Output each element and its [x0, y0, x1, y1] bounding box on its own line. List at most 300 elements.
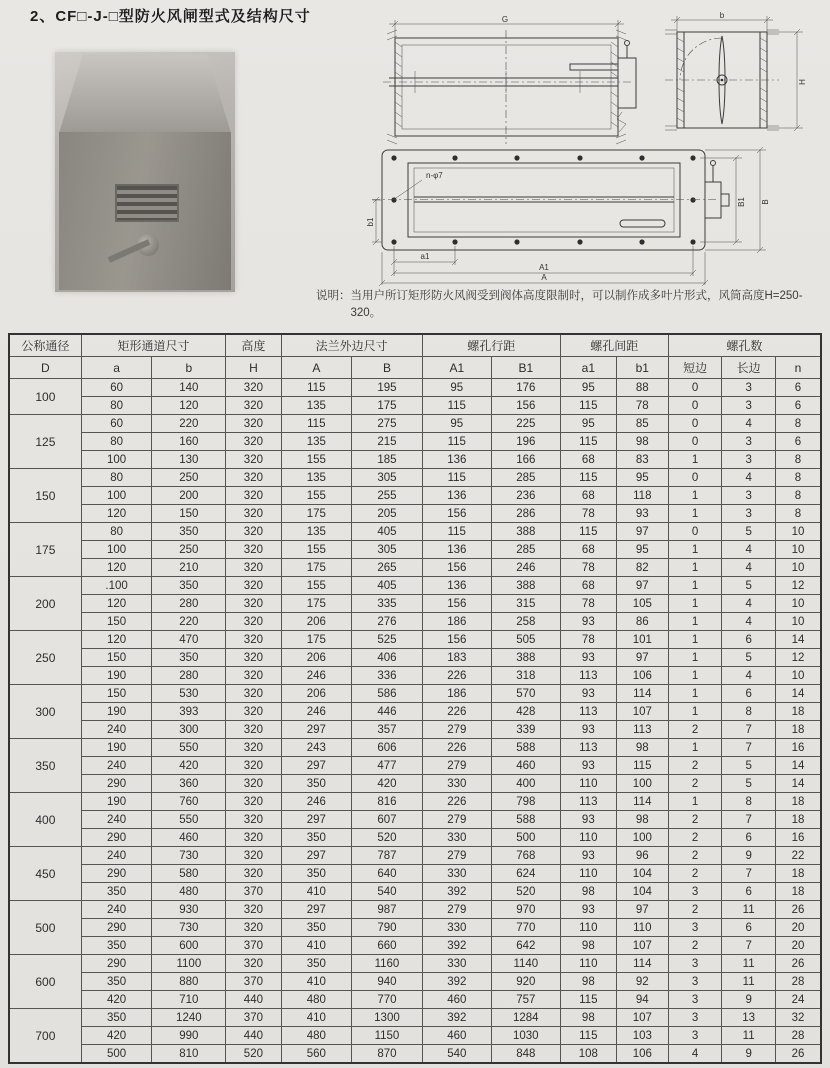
table-cell: 730: [152, 847, 226, 865]
diameter-cell: 300: [9, 685, 81, 739]
table-cell: 2: [668, 721, 722, 739]
table-cell: 156: [422, 631, 491, 649]
table-cell: 226: [422, 703, 491, 721]
table-row: [9, 397, 821, 415]
table-cell: 286: [491, 505, 560, 523]
table-cell: 110: [560, 955, 616, 973]
table-cell: 290: [81, 829, 152, 847]
table-cell: 339: [491, 721, 560, 739]
header-nominal-diameter: 公称通径: [9, 334, 81, 357]
table-row: [9, 721, 821, 739]
table-cell: 103: [616, 1027, 668, 1045]
table-cell: 115: [560, 1027, 616, 1045]
table-cell: 642: [491, 937, 560, 955]
table-row: [9, 523, 821, 541]
table-cell: 3: [668, 991, 722, 1009]
table-cell: 22: [775, 847, 821, 865]
table-cell: 350: [152, 577, 226, 595]
table-cell: 8: [722, 793, 776, 811]
table-row: [9, 775, 821, 793]
table-cell: 1: [668, 487, 722, 505]
table-cell: 14: [775, 685, 821, 703]
table-cell: 297: [281, 757, 352, 775]
table-cell: 1: [668, 595, 722, 613]
table-cell: 97: [616, 901, 668, 919]
table-cell: 530: [152, 685, 226, 703]
table-cell: 350: [152, 523, 226, 541]
table-cell: 320: [226, 379, 281, 397]
table-cell: 320: [226, 523, 281, 541]
table-cell: 10: [775, 523, 821, 541]
table-cell: 110: [560, 919, 616, 937]
table-cell: 120: [81, 505, 152, 523]
table-cell: 970: [491, 901, 560, 919]
side-section-drawing: [375, 14, 640, 146]
table-cell: 320: [226, 847, 281, 865]
table-cell: 350: [281, 775, 352, 793]
table-cell: 305: [352, 541, 423, 559]
table-cell: 446: [352, 703, 423, 721]
table-cell: 20: [775, 919, 821, 937]
table-cell: 166: [491, 451, 560, 469]
table-cell: 2: [668, 865, 722, 883]
table-row: [9, 1027, 821, 1045]
table-cell: 350: [281, 865, 352, 883]
table-cell: 1: [668, 613, 722, 631]
table-cell: 60: [81, 379, 152, 397]
table-cell: 320: [226, 433, 281, 451]
table-cell: 136: [422, 541, 491, 559]
dim-label-b: b: [719, 11, 725, 20]
hole-count-label: n-φ7: [426, 171, 443, 180]
table-cell: 150: [152, 505, 226, 523]
table-cell: 78: [560, 505, 616, 523]
table-cell: 8: [775, 487, 821, 505]
table-cell: 460: [422, 1027, 491, 1045]
table-cell: 155: [281, 451, 352, 469]
table-cell: 588: [491, 811, 560, 829]
table-cell: 3: [668, 883, 722, 901]
table-cell: 80: [81, 523, 152, 541]
note-label: 说明：: [316, 290, 351, 302]
dim-label-H: H: [798, 79, 807, 85]
table-cell: 586: [352, 685, 423, 703]
table-cell: 130: [152, 451, 226, 469]
table-cell: 24: [775, 991, 821, 1009]
table-cell: 186: [422, 685, 491, 703]
table-cell: 10: [775, 613, 821, 631]
table-cell: 6: [775, 379, 821, 397]
table-cell: 113: [560, 793, 616, 811]
note: [316, 288, 828, 321]
table-cell: 68: [560, 451, 616, 469]
table-cell: 115: [281, 379, 352, 397]
table-cell: 350: [81, 1009, 152, 1027]
table-row: [9, 667, 821, 685]
table-cell: 95: [616, 469, 668, 487]
table-row: [9, 757, 821, 775]
table-body: [9, 379, 821, 1064]
table-cell: 370: [226, 973, 281, 991]
table-cell: 115: [560, 991, 616, 1009]
table-cell: 330: [422, 829, 491, 847]
table-cell: 6: [722, 829, 776, 847]
table-row: [9, 631, 821, 649]
diameter-cell: 250: [9, 631, 81, 685]
table-cell: 100: [81, 451, 152, 469]
table-cell: 206: [281, 685, 352, 703]
table-cell: 275: [352, 415, 423, 433]
table-cell: 140: [152, 379, 226, 397]
subheader-short-edge: 短边: [668, 357, 722, 379]
table-cell: 4: [722, 667, 776, 685]
table-cell: 392: [422, 883, 491, 901]
table-cell: 3: [722, 487, 776, 505]
table-cell: 290: [81, 955, 152, 973]
table-cell: 320: [226, 577, 281, 595]
table-cell: 810: [152, 1045, 226, 1064]
table-cell: 770: [352, 991, 423, 1009]
table-cell: 110: [560, 829, 616, 847]
table-cell: 7: [722, 937, 776, 955]
table-cell: 1150: [352, 1027, 423, 1045]
table-cell: 98: [560, 1009, 616, 1027]
dim-label-G: G: [501, 15, 509, 24]
table-cell: 85: [616, 415, 668, 433]
table-cell: 78: [616, 397, 668, 415]
table-cell: 14: [775, 775, 821, 793]
table-cell: 1160: [352, 955, 423, 973]
table-cell: 205: [352, 505, 423, 523]
table-cell: 18: [775, 793, 821, 811]
table-row: [9, 955, 821, 973]
table-cell: 98: [616, 433, 668, 451]
table-cell: 240: [81, 757, 152, 775]
table-row: [9, 577, 821, 595]
table-cell: 1300: [352, 1009, 423, 1027]
table-cell: 336: [352, 667, 423, 685]
diameter-cell: 600: [9, 955, 81, 1009]
table-cell: 120: [81, 631, 152, 649]
table-cell: 370: [226, 883, 281, 901]
table-cell: 279: [422, 721, 491, 739]
table-cell: 95: [616, 541, 668, 559]
table-row: [9, 829, 821, 847]
table-row: [9, 793, 821, 811]
table-cell: 0: [668, 379, 722, 397]
table-cell: 280: [152, 667, 226, 685]
header-hole-count: 螺孔数: [668, 334, 821, 357]
table-cell: 5: [722, 649, 776, 667]
table-cell: 8: [775, 415, 821, 433]
table-cell: 350: [281, 829, 352, 847]
table-cell: 156: [422, 505, 491, 523]
table-cell: 9: [722, 991, 776, 1009]
table-cell: 115: [422, 523, 491, 541]
table-cell: 155: [281, 577, 352, 595]
table-cell: 320: [226, 865, 281, 883]
table-cell: 0: [668, 469, 722, 487]
table-cell: 7: [722, 721, 776, 739]
table-row: [9, 919, 821, 937]
table-cell: 255: [352, 487, 423, 505]
table-cell: 480: [152, 883, 226, 901]
table-cell: 265: [352, 559, 423, 577]
table-cell: 460: [422, 991, 491, 1009]
table-cell: 190: [81, 793, 152, 811]
table-cell: 11: [722, 901, 776, 919]
table-row: [9, 991, 821, 1009]
dim-label-B: B: [761, 199, 770, 205]
table-cell: 3: [668, 1027, 722, 1045]
table-cell: 83: [616, 451, 668, 469]
table-cell: 320: [226, 469, 281, 487]
table-cell: 120: [81, 595, 152, 613]
table-cell: 540: [422, 1045, 491, 1064]
table-cell: 8: [775, 469, 821, 487]
table-cell: 246: [281, 667, 352, 685]
table-cell: 335: [352, 595, 423, 613]
table-cell: 8: [775, 505, 821, 523]
table-cell: 226: [422, 667, 491, 685]
subheader-A1: A1: [422, 357, 491, 379]
table-cell: 240: [81, 811, 152, 829]
table-cell: 14: [775, 631, 821, 649]
table-cell: 350: [81, 973, 152, 991]
table-cell: 6: [722, 685, 776, 703]
table-cell: 816: [352, 793, 423, 811]
table-cell: 104: [616, 865, 668, 883]
table-cell: 183: [422, 649, 491, 667]
table-cell: 520: [226, 1045, 281, 1064]
table-cell: 113: [616, 721, 668, 739]
table-row: [9, 541, 821, 559]
table-cell: 226: [422, 739, 491, 757]
page-title: 2、CF□-J-□型防火风闸型式及结构尺寸: [30, 8, 311, 25]
table-cell: 93: [560, 721, 616, 739]
table-cell: 2: [668, 757, 722, 775]
table-cell: 320: [226, 901, 281, 919]
table-cell: 1: [668, 703, 722, 721]
table-cell: 10: [775, 541, 821, 559]
table-cell: 68: [560, 577, 616, 595]
table-cell: 560: [281, 1045, 352, 1064]
subheader-n: n: [775, 357, 821, 379]
table-cell: 246: [281, 793, 352, 811]
table-cell: 6: [722, 919, 776, 937]
table-cell: 175: [352, 397, 423, 415]
table-cell: 730: [152, 919, 226, 937]
table-cell: 410: [281, 883, 352, 901]
table-cell: 176: [491, 379, 560, 397]
table-cell: 370: [226, 1009, 281, 1027]
table-cell: 78: [560, 559, 616, 577]
table-cell: 93: [560, 757, 616, 775]
table-cell: 540: [352, 883, 423, 901]
table-cell: 525: [352, 631, 423, 649]
table-cell: 0: [668, 523, 722, 541]
table-cell: 392: [422, 937, 491, 955]
header-hole-row-spacing: 螺孔行距: [422, 334, 560, 357]
table-cell: 175: [281, 559, 352, 577]
table-cell: 580: [152, 865, 226, 883]
table-cell: 156: [422, 595, 491, 613]
table-cell: 2: [668, 901, 722, 919]
table-cell: 1: [668, 793, 722, 811]
table-cell: 240: [81, 847, 152, 865]
table-cell: 1: [668, 631, 722, 649]
table-cell: 1: [668, 667, 722, 685]
table-cell: 4: [722, 595, 776, 613]
table-cell: 600: [152, 937, 226, 955]
table-cell: 10: [775, 559, 821, 577]
table-cell: 420: [81, 991, 152, 1009]
table-cell: 175: [281, 505, 352, 523]
diameter-cell: 400: [9, 793, 81, 847]
diameter-cell: 125: [9, 415, 81, 469]
table-cell: 1: [668, 559, 722, 577]
table-cell: 624: [491, 865, 560, 883]
table-cell: 156: [422, 559, 491, 577]
table-cell: 870: [352, 1045, 423, 1064]
table-row: [9, 685, 821, 703]
table-cell: 420: [81, 1027, 152, 1045]
table-cell: 330: [422, 775, 491, 793]
table-cell: 1: [668, 577, 722, 595]
table-cell: 93: [560, 685, 616, 703]
table-cell: 195: [352, 379, 423, 397]
table-cell: 10: [775, 595, 821, 613]
table-row: [9, 487, 821, 505]
table-cell: 320: [226, 829, 281, 847]
table-cell: 196: [491, 433, 560, 451]
table-cell: 18: [775, 703, 821, 721]
table-cell: 1: [668, 505, 722, 523]
table-cell: 95: [422, 379, 491, 397]
table-cell: 285: [491, 541, 560, 559]
table-cell: 320: [226, 793, 281, 811]
table-cell: 26: [775, 955, 821, 973]
subheader-A: A: [281, 357, 352, 379]
table-row: [9, 865, 821, 883]
table-cell: 11: [722, 1027, 776, 1045]
table-cell: 320: [226, 649, 281, 667]
table-cell: 848: [491, 1045, 560, 1064]
table-cell: 606: [352, 739, 423, 757]
table-cell: 28: [775, 973, 821, 991]
table-cell: 246: [281, 703, 352, 721]
table-cell: 370: [226, 937, 281, 955]
table-cell: 150: [81, 649, 152, 667]
dim-label-a1: a1: [420, 252, 430, 261]
table-cell: 290: [81, 775, 152, 793]
photo-top-face: [59, 54, 231, 133]
table-cell: 987: [352, 901, 423, 919]
photo-grille: [115, 184, 179, 222]
table-cell: 115: [616, 757, 668, 775]
table-cell: 4: [722, 415, 776, 433]
table-cell: 88: [616, 379, 668, 397]
table-cell: 135: [281, 397, 352, 415]
table-cell: 115: [560, 397, 616, 415]
table-cell: 97: [616, 577, 668, 595]
table-cell: 320: [226, 451, 281, 469]
table-cell: 9: [722, 1045, 776, 1064]
table-row: [9, 901, 821, 919]
table-cell: 2: [668, 829, 722, 847]
table-cell: 320: [226, 613, 281, 631]
table-cell: 92: [616, 973, 668, 991]
table-cell: 86: [616, 613, 668, 631]
table-cell: 6: [722, 631, 776, 649]
table-cell: 175: [281, 595, 352, 613]
table-cell: 18: [775, 865, 821, 883]
table-cell: 787: [352, 847, 423, 865]
table-cell: 110: [616, 919, 668, 937]
diameter-cell: 200: [9, 577, 81, 631]
table-cell: 320: [226, 559, 281, 577]
table-cell: 360: [152, 775, 226, 793]
table-cell: 4: [722, 559, 776, 577]
table-row: [9, 469, 821, 487]
table-cell: 7: [722, 739, 776, 757]
table-cell: 392: [422, 1009, 491, 1027]
table-cell: 570: [491, 685, 560, 703]
table-cell: 350: [152, 649, 226, 667]
table-cell: 206: [281, 649, 352, 667]
table-cell: 95: [560, 379, 616, 397]
table-cell: 406: [352, 649, 423, 667]
table-cell: 185: [352, 451, 423, 469]
table-cell: 12: [775, 577, 821, 595]
table-cell: 279: [422, 811, 491, 829]
table-cell: 440: [226, 1027, 281, 1045]
table-cell: 186: [422, 613, 491, 631]
header-hole-spacing: 螺孔间距: [560, 334, 668, 357]
table-cell: 798: [491, 793, 560, 811]
table-row: [9, 739, 821, 757]
table-cell: 330: [422, 865, 491, 883]
table-cell: 150: [81, 685, 152, 703]
table-cell: 220: [152, 415, 226, 433]
table-cell: 276: [352, 613, 423, 631]
table-cell: 0: [668, 433, 722, 451]
table-row: [9, 973, 821, 991]
table-cell: 250: [152, 541, 226, 559]
diameter-cell: 100: [9, 379, 81, 415]
table-cell: 190: [81, 667, 152, 685]
table-cell: 290: [81, 865, 152, 883]
table-row: [9, 433, 821, 451]
diameter-cell: 350: [9, 739, 81, 793]
table-cell: 190: [81, 739, 152, 757]
table-cell: 318: [491, 667, 560, 685]
table-cell: 393: [152, 703, 226, 721]
table-cell: 100: [81, 541, 152, 559]
table-cell: 250: [152, 469, 226, 487]
table-cell: 400: [491, 775, 560, 793]
table-cell: 290: [81, 919, 152, 937]
table-cell: 315: [491, 595, 560, 613]
table-cell: 156: [491, 397, 560, 415]
table-cell: 1030: [491, 1027, 560, 1045]
table-cell: 80: [81, 397, 152, 415]
table-cell: 97: [616, 523, 668, 541]
table-cell: 320: [226, 397, 281, 415]
table-cell: 6: [775, 397, 821, 415]
table-row: [9, 613, 821, 631]
table-cell: 26: [775, 901, 821, 919]
